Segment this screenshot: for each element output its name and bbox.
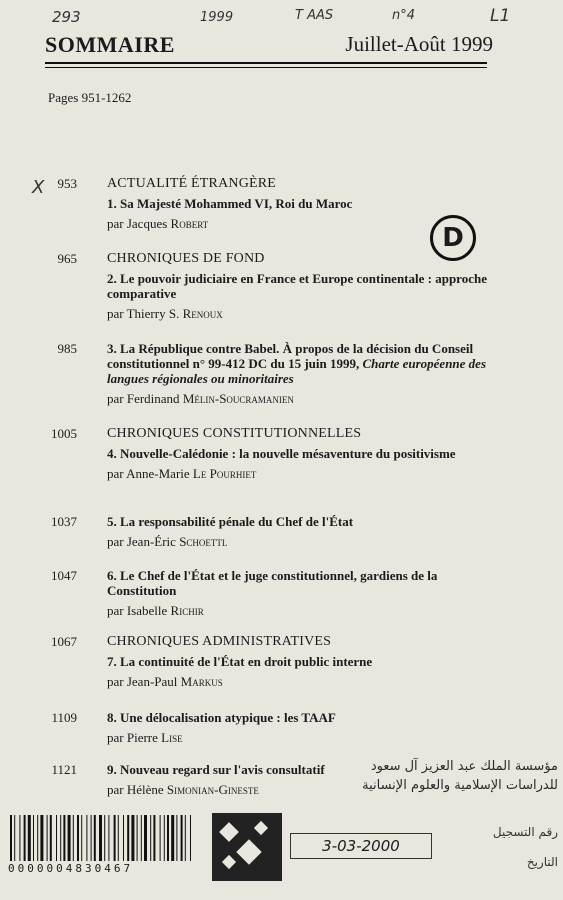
- entry-author: par Anne-Marie Le Pourhiet: [107, 466, 257, 481]
- handwritten-code: T AAS: [295, 8, 334, 23]
- date-label: التاريخ: [526, 855, 558, 869]
- toc-entry[interactable]: [107, 710, 487, 745]
- toc-entry[interactable]: [107, 251, 487, 321]
- header-rule-top: [45, 62, 487, 64]
- handwritten-issue: n°4: [392, 8, 416, 23]
- barcode-image: [8, 815, 198, 863]
- entry-title: 2. Le pouvoir judiciaire en France et Europe continentale : approche comparative: [107, 271, 487, 301]
- toc-entry[interactable]: [107, 568, 487, 618]
- entry-page-number: 1067: [51, 634, 77, 649]
- entry-page-number: 985: [57, 341, 77, 356]
- handwritten-shelf: L1: [490, 6, 511, 26]
- toc-entry[interactable]: [107, 514, 487, 549]
- issue-date: Juillet-Août 1999: [345, 32, 493, 56]
- entry-author: par Pierre Lise: [107, 730, 183, 745]
- stamp-line: للدراسات الإسلامية والعلوم الإنسانية: [362, 778, 558, 793]
- entry-title: 7. La continuité de l'État en droit public interne: [107, 654, 373, 669]
- entry-author: par Hélène Simonian-Gineste: [107, 782, 259, 797]
- entry-page-number: 953: [57, 176, 77, 191]
- entry-title: 8. Une délocalisation atypique : les TAAF: [107, 710, 336, 725]
- barcode-number: 0000004830467: [8, 862, 134, 875]
- section-heading: ACTUALITÉ ÉTRANGÈRE: [107, 176, 277, 191]
- handwritten-mark: X: [32, 177, 45, 198]
- section-heading: CHRONIQUES CONSTITUTIONNELLES: [107, 426, 362, 441]
- handwritten-number: 293: [52, 8, 81, 26]
- entry-author: par Jean-Paul Markus: [107, 674, 223, 689]
- entry-title: 1. Sa Majesté Mohammed VI, Roi du Maroc: [107, 196, 353, 211]
- entry-page-number: 1005: [51, 426, 77, 441]
- toc-entry[interactable]: [107, 634, 487, 689]
- toc-entry[interactable]: [107, 762, 337, 797]
- page-range: Pages 951-1262: [48, 90, 132, 105]
- registration-label: رقم التسجيل: [492, 825, 558, 839]
- entry-page-number: 1109: [51, 710, 77, 725]
- entry-author: par Ferdinand Mélin-Soucramanien: [107, 391, 294, 406]
- entry-author: par Thierry S. Renoux: [107, 306, 223, 321]
- entry-page-number: 1121: [51, 762, 77, 777]
- circle-letter-badge: D: [430, 215, 476, 261]
- handwritten-year: 1999: [200, 10, 234, 25]
- entry-author: par Isabelle Richir: [107, 603, 204, 618]
- entry-page-number: 1047: [51, 568, 77, 583]
- entry-page-number: 1037: [51, 514, 77, 529]
- page-title: SOMMAIRE: [45, 32, 175, 57]
- toc-entry[interactable]: [107, 426, 487, 481]
- section-heading: CHRONIQUES ADMINISTRATIVES: [107, 634, 332, 649]
- registration-date: 3-03-2000: [290, 833, 432, 859]
- entry-title: 4. Nouvelle-Calédonie : la nouvelle mésaventure du positivisme: [107, 446, 456, 461]
- entry-title: 5. La responsabilité pénale du Chef de l'État: [107, 514, 354, 529]
- header-rule-bottom: [45, 67, 487, 68]
- entry-author: par Jean-Éric Schoettl: [107, 534, 228, 549]
- entry-title: 6. Le Chef de l'État et le juge constitutionnel, gardiens de la Constitution: [107, 568, 438, 598]
- library-stamp: [318, 757, 558, 795]
- toc-entry[interactable]: [107, 176, 487, 231]
- stamp-line: مؤسسة الملك عبد العزيز آل سعود: [370, 759, 558, 774]
- entry-title: 9. Nouveau regard sur l'avis consultatif: [107, 762, 325, 777]
- entry-page-number: 965: [57, 251, 77, 266]
- section-heading: CHRONIQUES DE FOND: [107, 251, 265, 266]
- entry-author: par Jacques Robert: [107, 216, 209, 231]
- toc-entry[interactable]: [107, 341, 487, 406]
- library-logo-icon: [212, 813, 282, 881]
- entry-title: 3. La République contre Babel. À propos de la décision du Conseil constitutionnel n° 99-412 DC du 15 juin 1999, Charte européenne des langues régionales ou minoritaires: [107, 341, 486, 386]
